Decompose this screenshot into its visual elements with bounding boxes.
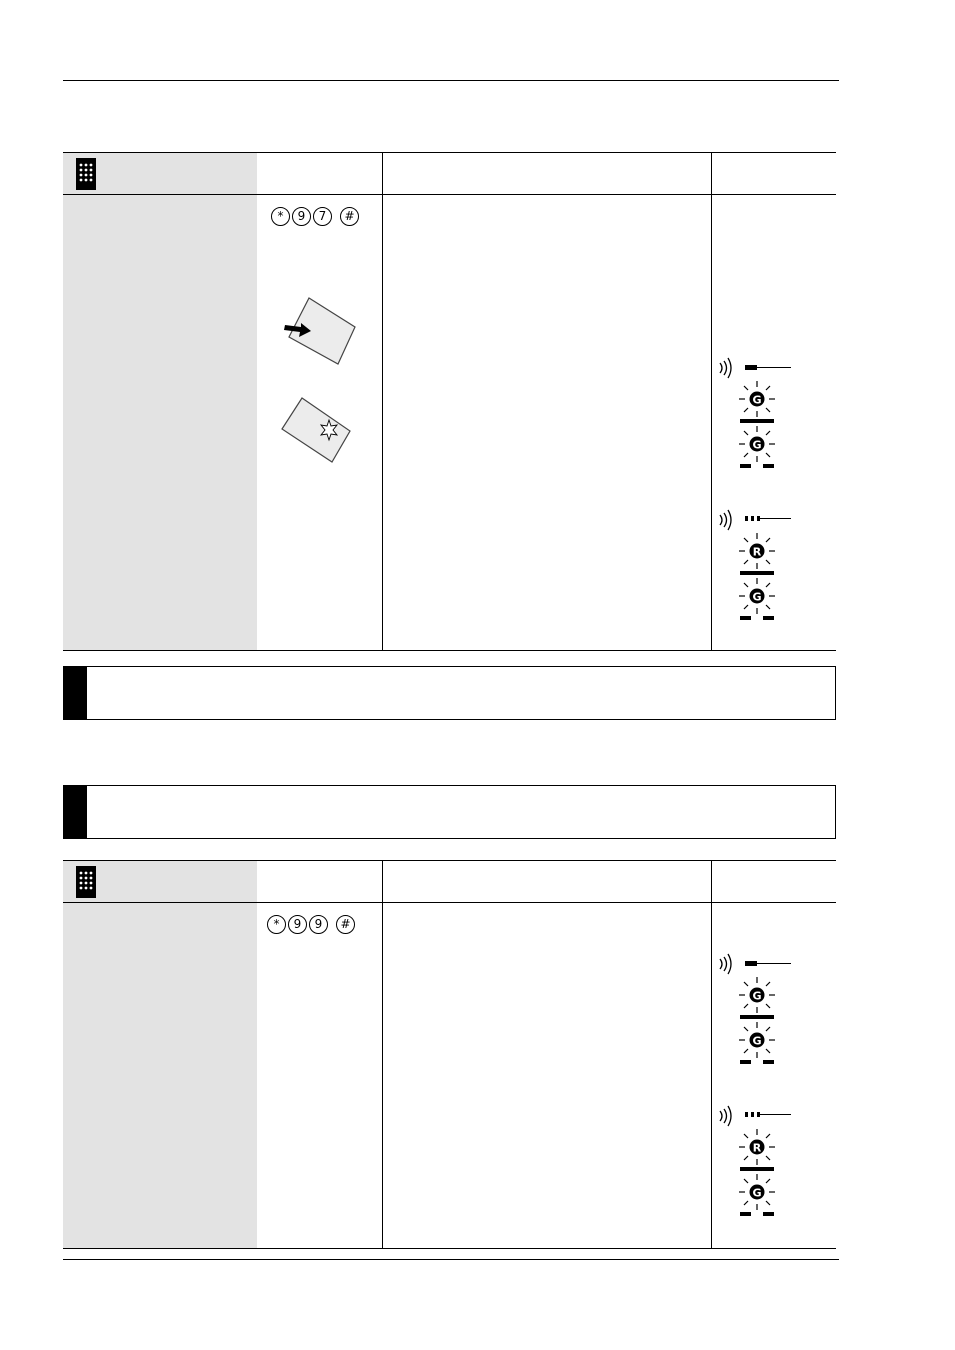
key-9: 9 [309,915,328,934]
key-9: 9 [292,207,311,226]
buzzer-icon [720,1106,731,1126]
table-1-header-border [63,194,836,195]
note-banner-1 [63,666,836,720]
buzzer-icon [720,954,731,974]
led-green-icon [739,381,775,417]
buzzer-icon [720,358,731,378]
key-9: 9 [288,915,307,934]
status-group-1 [718,352,808,472]
table-2-top-border [63,860,836,861]
key-sequence [271,207,361,226]
led-green-icon [739,1022,775,1058]
table-1-divider-2 [382,152,383,651]
led-red-icon [739,533,775,569]
key-sequence [267,915,357,934]
buzzer-icon [720,510,731,530]
table-2 [63,860,836,1249]
key-7: 7 [313,207,332,226]
key-star: * [267,915,286,934]
table-1-body-col1 [63,194,257,650]
section-banner-2 [63,785,836,839]
table-2-bottom-border [63,1248,836,1249]
table-2-header-border [63,902,836,903]
svg-text:G: G [752,989,762,1003]
card-insert-icon [281,294,361,369]
led-green-icon [739,977,775,1013]
led-green-icon [739,1174,775,1210]
svg-text:G: G [752,438,762,452]
keypad-icon [76,866,96,898]
top-rule [63,80,839,81]
svg-text:R: R [752,1141,762,1155]
led-blink-dash-left [740,464,751,468]
table-1 [63,152,836,651]
note-banner-marker [64,667,87,719]
status-group-2 [718,1100,808,1220]
svg-text:G: G [752,1034,762,1048]
svg-text:G: G [752,590,762,604]
svg-text:G: G [752,1186,762,1200]
table-2-divider-3 [711,860,712,1249]
table-1-top-border [63,152,836,153]
key-star: * [271,207,290,226]
led-green-icon [739,426,775,462]
key-hash: # [336,915,355,934]
table-2-body-col1 [63,902,257,1248]
svg-text:R: R [752,545,762,559]
bottom-rule [63,1259,839,1260]
section-banner-marker [64,786,87,838]
card-flash-icon [280,394,360,466]
long-beep-mark [745,365,757,370]
table-1-divider-3 [711,152,712,651]
key-hash: # [340,207,359,226]
svg-text:G: G [752,393,762,407]
table-2-divider-2 [382,860,383,1249]
status-group-1 [718,948,808,1068]
led-green-icon [739,578,775,614]
led-steady-bar [740,419,774,423]
status-group-2 [718,504,808,624]
led-blink-dash-right [763,464,774,468]
keypad-icon [76,158,96,190]
table-1-bottom-border [63,650,836,651]
led-red-icon [739,1129,775,1165]
